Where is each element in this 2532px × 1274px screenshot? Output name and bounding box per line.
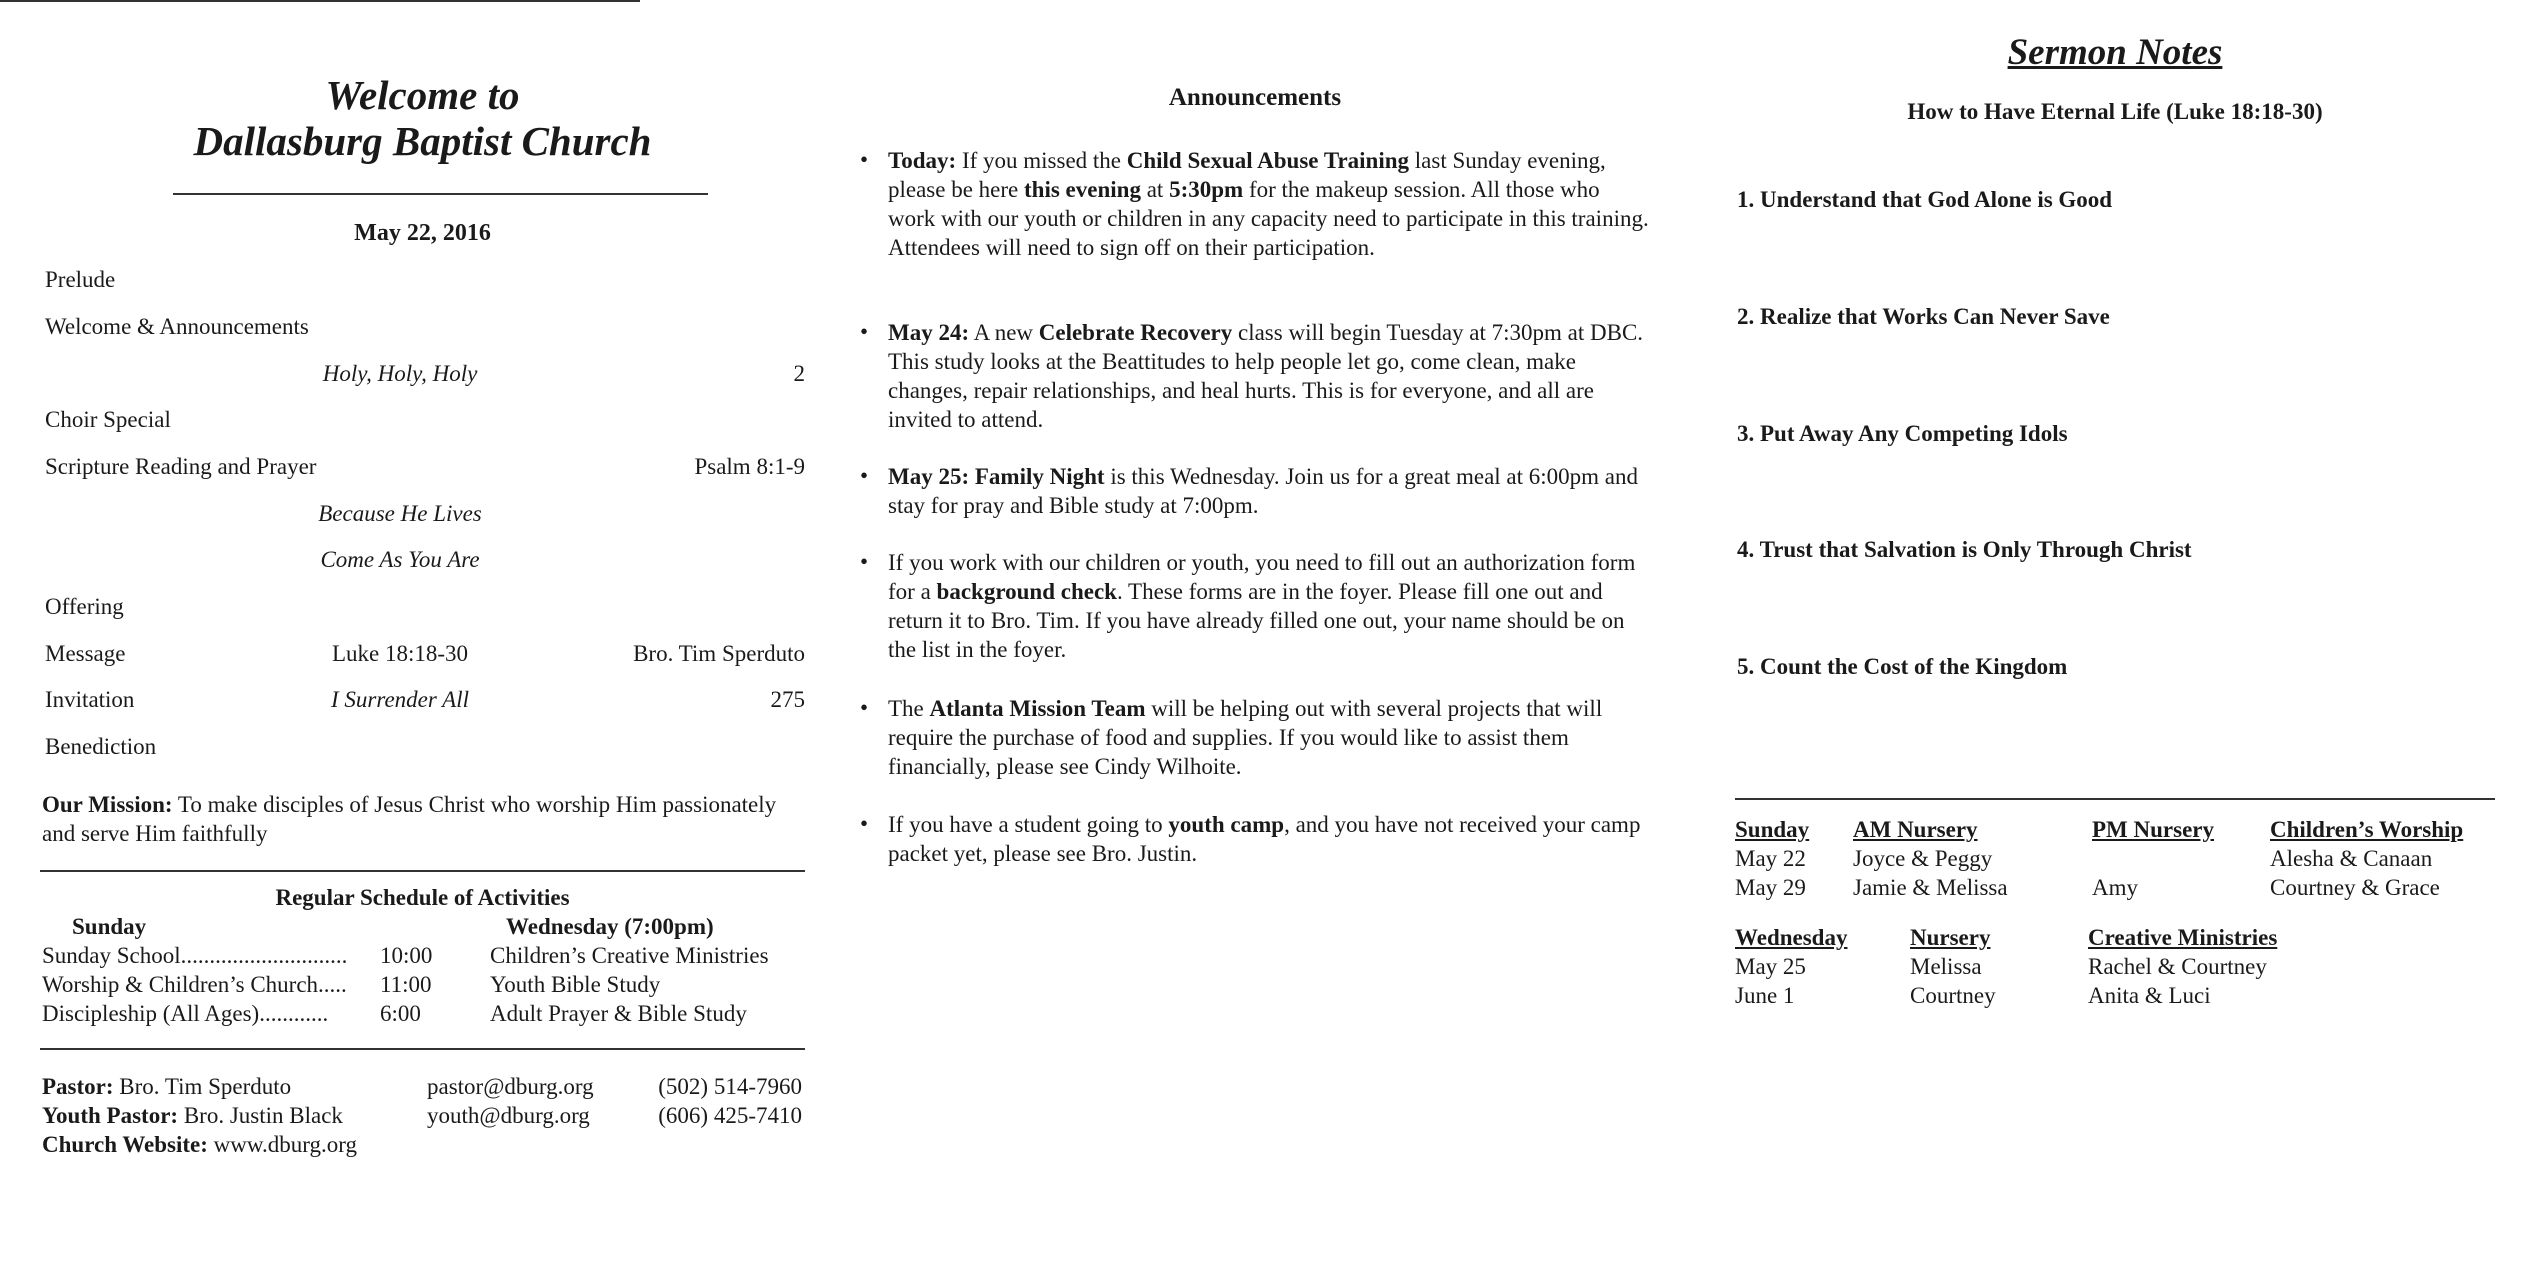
contact-label: Youth Pastor: (42, 1103, 179, 1128)
service-item-reference: Psalm 8:1-9 (694, 454, 805, 479)
announcement-segment: The (888, 696, 930, 721)
announcement-segment: A new (969, 320, 1039, 345)
announcement-segment: for the makeup session. All those who work with our youth or children in any capacity need to participate in this training. Attendees will need to sign off on their participation. (888, 177, 1649, 260)
wednesday-table-header: Wednesday (1735, 925, 1848, 950)
wednesday-table-cell: Rachel & Courtney (2088, 954, 2267, 979)
sunday-table-cell: May 22 (1735, 846, 1806, 871)
sunday-table-header: PM Nursery (2092, 817, 2214, 842)
service-date: May 22, 2016 (354, 220, 491, 246)
announcement-text (888, 146, 1650, 262)
service-item (40, 733, 805, 763)
service-item-detail: I Surrender All (331, 687, 469, 712)
service-item-label: Invitation (45, 687, 135, 712)
service-item-label: Scripture Reading and Prayer (45, 454, 317, 479)
service-item (40, 593, 805, 623)
wednesday-table-cell: Courtney (1910, 983, 1996, 1008)
service-item-label: Prelude (45, 267, 116, 292)
bullet: • (860, 147, 869, 172)
bullet: • (860, 463, 869, 488)
announcement-text (888, 548, 1650, 664)
announcement-segment: May 25: (888, 464, 970, 489)
sermon-subtitle: How to Have Eternal Life (Luke 18:18-30) (1907, 99, 2323, 124)
schedule-sunday-time: 6:00 (380, 1001, 421, 1026)
schedule-sunday-time: 11:00 (380, 972, 432, 997)
announcement-segment: If you work with our children or youth, you need to fill out an authorization form for a (888, 550, 1636, 604)
service-item-detail: Because He Lives (318, 501, 482, 526)
contact-name (42, 1102, 343, 1131)
schedule-wednesday-heading: Wednesday (7:00pm) (506, 914, 714, 939)
service-item (40, 453, 805, 483)
announcement-segment: If you have a student going to (888, 812, 1169, 837)
service-item (40, 313, 805, 343)
service-item (40, 640, 805, 670)
contact-row (42, 1073, 802, 1102)
service-item-reference: Bro. Tim Sperduto (633, 641, 805, 666)
announcement-segment: is this Wednesday. Join us for a great meal at 6:00pm and stay for pray and Bible study at 7:00pm. (888, 464, 1639, 518)
announcement-segment: Celebrate Recovery (1038, 320, 1233, 345)
wednesday-table-cell: June 1 (1735, 983, 1795, 1008)
service-item (40, 546, 805, 576)
announcement-segment: Family Night (974, 464, 1105, 489)
bullet: • (860, 549, 869, 574)
sunday-table-cell: Jamie & Melissa (1853, 875, 2008, 900)
schedule-sunday-activity: Discipleship (All Ages)............ (42, 1001, 329, 1026)
announcement-segment: background check (936, 579, 1117, 604)
service-item-detail: Holy, Holy, Holy (322, 361, 478, 386)
contact-row (42, 1131, 802, 1160)
announcement-segment: May 24: (888, 320, 970, 345)
service-item (40, 266, 805, 296)
contact-email: youth@dburg.org (427, 1103, 590, 1128)
schedule-sunday-heading: Sunday (72, 914, 147, 939)
wednesday-table-cell: Melissa (1910, 954, 1982, 979)
sermon-notes-title: Sermon Notes (2007, 32, 2223, 73)
schedule-sunday-time: 10:00 (380, 943, 433, 968)
announcement-segment: last Sunday evening, please be here (888, 148, 1606, 202)
announcement-text (888, 462, 1650, 520)
church-name-heading: Dallasburg Baptist Church (193, 118, 652, 164)
announcement-segment: at (1140, 177, 1170, 202)
schedule-row (42, 942, 802, 971)
announcement-segment: . These forms are in the foyer. Please fill one out and return it to Bro. Tim. If you have already filled one out, your name should be on the list in the foyer. (888, 579, 1625, 662)
wednesday-table-cell: Anita & Luci (2088, 983, 2211, 1008)
contact-name (42, 1073, 291, 1102)
contact-value: Bro. Tim Sperduto (113, 1074, 292, 1099)
schedule-row (42, 1000, 802, 1029)
sunday-table-header: Children’s Worship (2270, 817, 2464, 842)
announcement-segment: class will begin Tuesday at 7:30pm at DBC. This study looks at the Beattitudes to help people let go, come clean, make changes, repair relationships, and heal hurts. This is for everyone, and all are invited to attend. (888, 320, 1644, 432)
announcement-segment: 5:30pm (1169, 177, 1244, 202)
service-item-detail: Luke 18:18-30 (331, 641, 469, 666)
bullet: • (860, 319, 869, 344)
announcement-segment: Child Sexual Abuse Training (1126, 148, 1410, 173)
sunday-table-cell: Courtney & Grace (2270, 875, 2440, 900)
divider (1735, 798, 2495, 800)
service-item-detail: Come As You Are (320, 547, 480, 572)
service-item (40, 360, 805, 390)
service-item-label: Benediction (45, 734, 157, 759)
announcement-text (888, 694, 1650, 781)
divider (173, 193, 708, 195)
divider (40, 870, 805, 872)
sunday-table-cell: Joyce & Peggy (1853, 846, 1993, 871)
welcome-heading: Welcome to (325, 72, 520, 118)
sermon-point: 1. Understand that God Alone is Good (1737, 187, 2113, 212)
service-item (40, 686, 805, 716)
schedule-wednesday-activity: Children’s Creative Ministries (490, 943, 769, 968)
service-item (40, 500, 805, 530)
announcement-text (888, 810, 1650, 868)
contact-row (42, 1102, 802, 1131)
announcement-segment: Atlanta Mission Team (929, 696, 1146, 721)
service-item-reference: 2 (793, 361, 805, 386)
sermon-point: 2. Realize that Works Can Never Save (1737, 304, 2110, 329)
wednesday-table-cell: May 25 (1735, 954, 1806, 979)
wednesday-table-header: Creative Ministries (2088, 925, 2278, 950)
sermon-point: 3. Put Away Any Competing Idols (1737, 421, 2068, 446)
top-edge-line (0, 0, 640, 2)
schedule-title: Regular Schedule of Activities (275, 885, 570, 910)
announcements-title: Announcements (1168, 84, 1342, 111)
service-item (40, 406, 805, 436)
contact-email: pastor@dburg.org (427, 1074, 594, 1099)
sunday-table-cell: Amy (2092, 875, 2138, 900)
contact-label: Pastor: (42, 1074, 114, 1099)
schedule-wednesday-activity: Adult Prayer & Bible Study (490, 1001, 747, 1026)
announcement-segment: If you missed the (956, 148, 1127, 173)
sunday-table-header: Sunday (1735, 817, 1810, 842)
contact-phone: (502) 514-7960 (658, 1074, 802, 1099)
mission-label: Our Mission: (42, 792, 173, 817)
wednesday-table-header: Nursery (1910, 925, 1991, 950)
announcement-segment: , and you have not received your camp packet yet, please see Bro. Justin. (888, 812, 1641, 866)
announcement-segment: youth camp (1168, 812, 1285, 837)
divider (40, 1048, 805, 1050)
service-item-label: Message (45, 641, 126, 666)
mission-text: To make disciples of Jesus Christ who worship Him passionately and serve Him faithfully (42, 792, 777, 846)
service-item-reference: 275 (770, 687, 805, 712)
sunday-table-header: AM Nursery (1853, 817, 1978, 842)
bullet: • (860, 695, 869, 720)
announcement-segment: this evening (1024, 177, 1141, 202)
schedule-sunday-activity: Worship & Children’s Church..... (42, 972, 347, 997)
announcement-segment: Today: (888, 148, 957, 173)
schedule-row (42, 971, 802, 1000)
sunday-table-cell: Alesha & Canaan (2270, 846, 2433, 871)
bullet: • (860, 811, 869, 836)
contact-phone: (606) 425-7410 (658, 1103, 802, 1128)
sermon-point: 5. Count the Cost of the Kingdom (1737, 654, 2068, 679)
contact-label: Church Website: (42, 1132, 208, 1157)
contact-value: www.dburg.org (207, 1132, 357, 1157)
sunday-table-cell: May 29 (1735, 875, 1806, 900)
schedule-wednesday-activity: Youth Bible Study (490, 972, 661, 997)
announcement-text (888, 318, 1650, 434)
mission-statement (42, 790, 802, 848)
service-item-label: Choir Special (45, 407, 171, 432)
service-item-label: Welcome & Announcements (45, 314, 309, 339)
service-item-label: Offering (45, 594, 124, 619)
contact-value: Bro. Justin Black (178, 1103, 343, 1128)
contact-name (42, 1131, 357, 1160)
announcement-segment: will be helping out with several projects that will require the purchase of food and supplies. If you would like to assist them financially, please see Cindy Wilhoite. (888, 696, 1603, 779)
schedule-sunday-activity: Sunday School............................. (42, 943, 348, 968)
sermon-point: 4. Trust that Salvation is Only Through Christ (1737, 537, 2192, 562)
